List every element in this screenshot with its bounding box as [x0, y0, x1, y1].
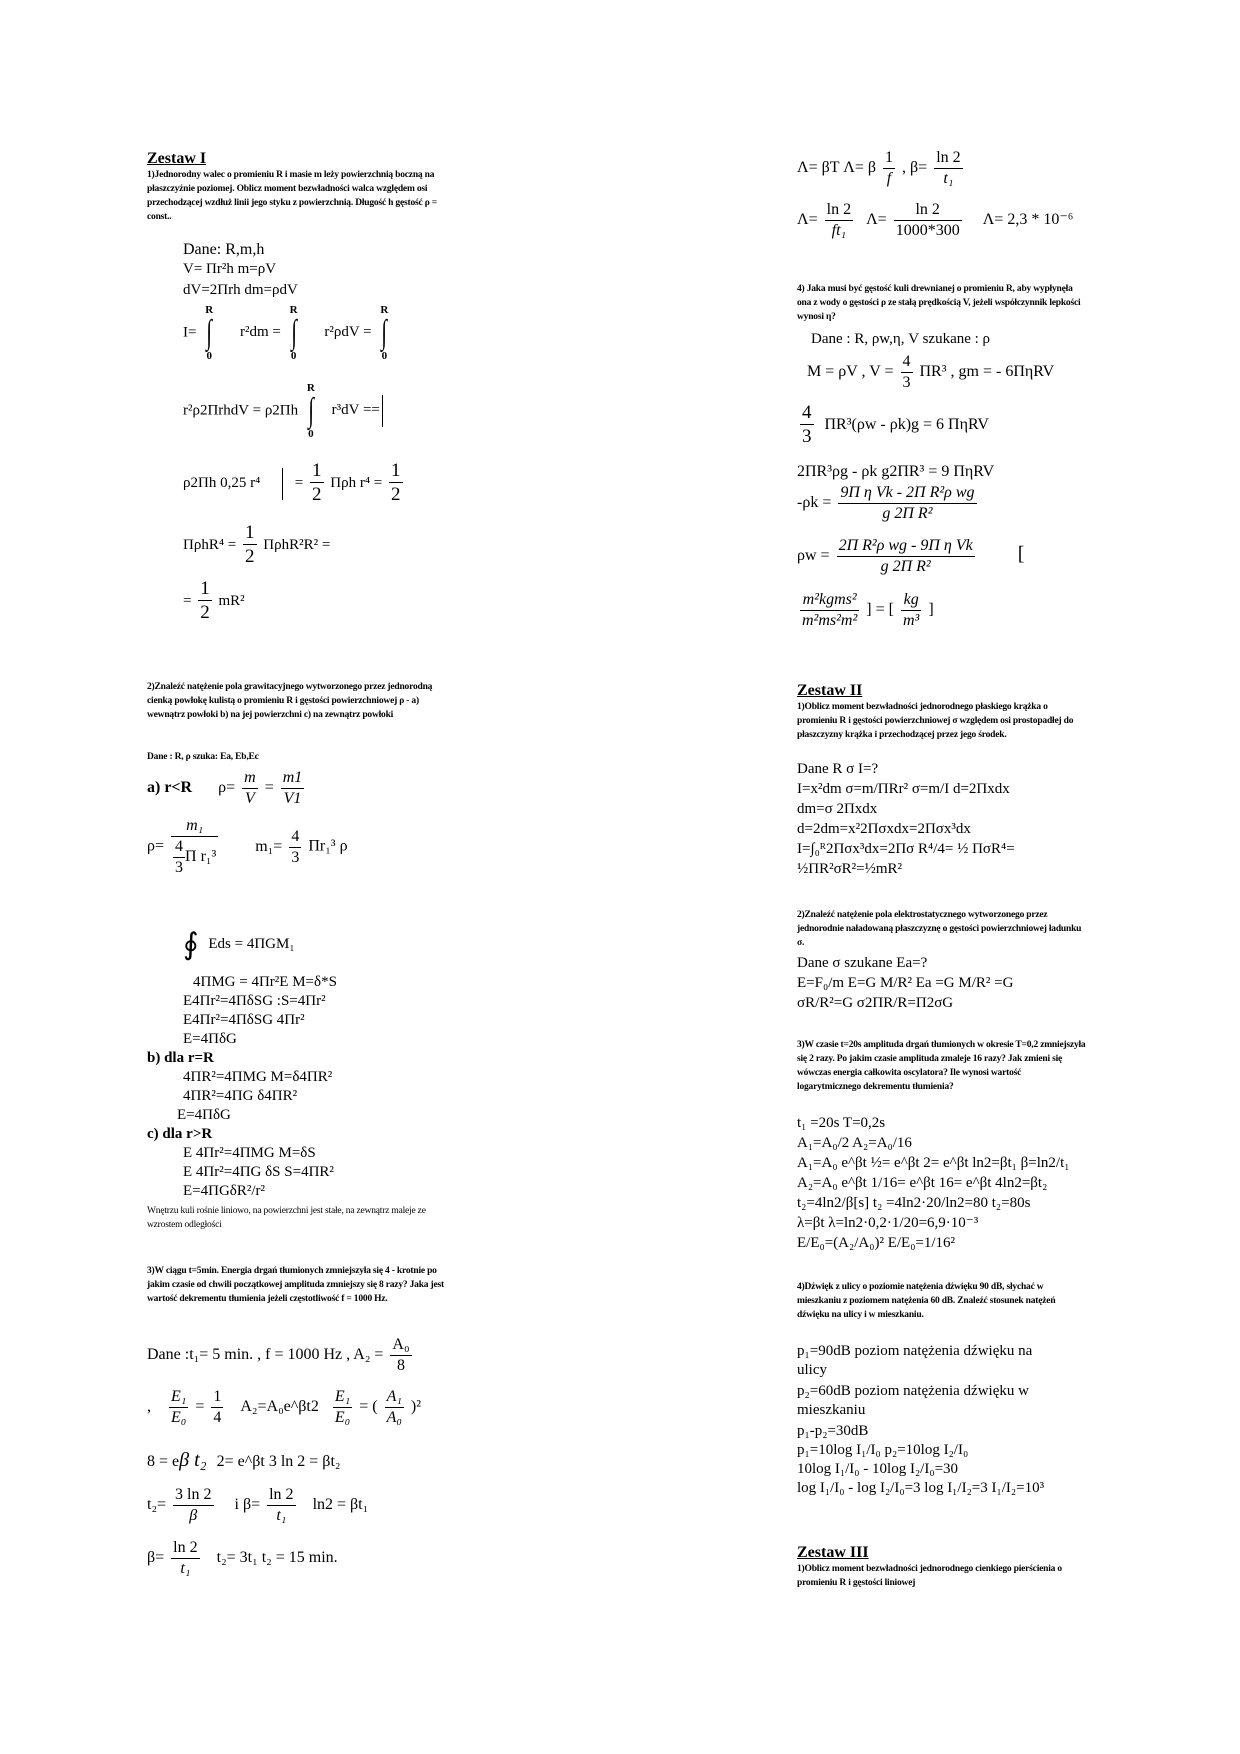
z2-t3-line4: A₂=A₀ e^βt 1/16= e^βt 16= e^βt 4ln2=βt₂	[797, 1175, 1048, 1191]
fraction-one-half: $\frac{1}{2}$	[245, 522, 255, 567]
z2-task-3-statement: 3)W czasie t=20s amplituda drgań tłumionych w okresie T=0,2 zmniejszyła się 2 razy. Po jakim czasie amplituda zmaleje 16 razy? Jak zmieni się wówczas energia całkowita oscylatora? Ile wynosi wartość logarytmicznego dekrementu tłumienia?	[797, 1040, 1086, 1092]
decrement-formula-2: Λ= $\frac{\ln 2}{\text{ft₁}}$ Λ= $\frac{\ln 2}{1000*300}$ Λ= 2,3 * 10⁻⁶	[797, 201, 1074, 239]
fraction-one-half: $\frac{1}{2}$	[391, 460, 401, 505]
task-1-statement: 1)Jednorodny walec o promieniu R i masie m leży powierzchnią boczną na płaszczyźnie poziomej. Oblicz moment bezwładności walca względem osi przechodzącej wzdłuż linii jego styku z powierzchnią. Długość h gęstość ρ = const..	[147, 170, 437, 222]
z2-t1-line4: d=2dm=x²2Πσxdx=2Πσx³dx	[797, 821, 971, 837]
formula-volume: V= Πr²h m=ρV	[183, 261, 277, 277]
integral-symbol: R ∫ 0	[380, 304, 389, 362]
formula-result-mR2: = $\frac{1}{2}$ mR²	[183, 578, 245, 623]
task-2-statement: 2)Znaleźć natężenie pola grawitacyjnego wytworzonego przez jednorodną cienką powłokę kulistą o promieniu R i gęstości powierzchniowej ρ - a) wewnątrz powłoki b) na jej powierzchni c) na zewnątrz powłoki	[147, 682, 433, 720]
gauss-law: ∮ Eds = 4ΠGM₁	[183, 928, 295, 962]
task-2-given: Dane : R, ρ szuka: Ea, Eb,Ec	[147, 752, 259, 762]
z2-t1-line3: dm=σ 2Πxdx	[797, 801, 878, 817]
z2-t3-line3: A₁=A₀ e^βt ½= e^βt 2= e^βt ln2=βt₁ β=ln2/t₁	[797, 1155, 1070, 1171]
formula-dv: dV=2Πrh dm=ρdV	[183, 282, 298, 298]
z2-t4-line6: log I₁/I₀ - log I₂/I₀=3 log I₁/I₂=3 I₁/I₂=10³	[797, 1480, 1045, 1496]
task-3-t2: t₂= $\frac{3 \ln 2}{\beta}$ i β= $\frac{\ln 2}{\text{t₁}}$ ln2 = βt₁	[147, 1486, 369, 1524]
task-3-beta: β= $\frac{\ln 2}{\text{t₁}}$ t₂= 3t₁ t₂ = 15 min.	[147, 1539, 338, 1577]
formula-c2: E 4Πr²=4ΠG δS S=4ΠR²	[183, 1164, 334, 1180]
z2-t1-line6: ½ΠR²σR²=½mR²	[797, 861, 903, 877]
task-4-balance: $\frac{4}{3}$ ΠR³(ρw - ρk)g = 6 ΠηRV	[802, 402, 989, 447]
formula-b3: E=4ΠδG	[177, 1107, 231, 1123]
integral-symbol: R ∫ 0	[205, 304, 214, 362]
decrement-formula-1: Λ= βT Λ= β $\frac{1}{f}$ , β= $\frac{\ln 2}{\text{t₁}}$	[797, 149, 961, 187]
formula-g3: E4Πr²=4ΠδSG 4Πr²	[183, 1012, 305, 1028]
task-4-mass: M = ρV , V = $\frac{4}{3}$ ΠR³ , gm = - 6ΠηRV	[807, 353, 1055, 391]
task-3-given: Dane :t₁= 5 min. , f = 1000 Hz , A₂ = $\frac{\text{A₀}}{8}$	[147, 1336, 410, 1374]
formula-integral-I: I= R ∫ 0 r²dm = R ∫ 0 r²ρdV = R ∫ 0	[183, 304, 653, 362]
formula-g2: E4Πr²=4ΠδSG :S=4Πr²	[183, 993, 326, 1009]
z2-t1-line5: I=∫₀ᴿ2Πσx³dx=2Πσ R⁴/4= ½ ΠσR⁴=	[797, 841, 1015, 857]
given-values: Dane: R,m,h	[183, 241, 265, 258]
task-4-given: Dane : R, ρw,η, V szukane : ρ	[811, 331, 991, 347]
formula-g4: E=4ΠδG	[183, 1031, 237, 1047]
section-title-zestaw-3: Zestaw III	[797, 1544, 869, 1561]
z2-t4-line4: p₁=10log I₁/I₀ p₂=10log I₂/I₀	[797, 1442, 969, 1458]
formula-r2-integral: r²ρ2ΠrhdV = ρ2Πh R ∫ 0 r³dV ==	[183, 382, 653, 440]
formula-b2: 4ΠR²=4ΠG δ4ΠR²	[183, 1088, 298, 1104]
z2-t1-line1: Dane R σ I=?	[797, 761, 879, 777]
case-a-density: ρ= m₁ $\frac{4}{3}$ Π r₁³ m₁= $\frac{4}{3}$ Πr₁³ ρ	[147, 817, 348, 876]
z3-task-1-statement: 1)Oblicz moment bezwładności jednorodnego cienkiego pierścienia o promieniu R i gęstości liniowej	[797, 1564, 1062, 1588]
z2-t3-line2: A₁=A₀/2 A₂=A₀/16	[797, 1135, 912, 1151]
formula-rho-quarter: ρ2Πh 0,25 r⁴ = $\frac{1}{2}$ Πρh r⁴ = $\frac{1}{2}$	[183, 460, 401, 505]
z2-t4-line1: p₁=90dB poziom natężenia dźwięku na ulicy	[797, 1343, 1033, 1378]
fraction-one-half: $\frac{1}{2}$	[200, 578, 210, 623]
case-c-heading: c) dla r>R	[147, 1126, 213, 1142]
formula-c1: E 4Πr²=4ΠMG M=δS	[183, 1145, 316, 1161]
z2-t2-line1: Dane σ szukane Ea=?	[797, 955, 928, 971]
formula-pirhoR4: ΠρhR⁴ = $\frac{1}{2}$ ΠρhR²R² =	[183, 522, 331, 567]
z2-t3-line6: λ=βt λ=ln2·0,2·1/20=6,9·10⁻³	[797, 1215, 979, 1231]
z2-t4-line5: 10log I₁/I₀ - 10log I₂/I₀=30	[797, 1461, 959, 1477]
z2-t3-line5: t₂=4ln2/β[s] t₂ =4ln2·20/ln2=80 t₂=80s	[797, 1195, 1031, 1211]
task-3-energy-ratio: , $\frac{\text{E₁}}{\text{E₀}}$ = $\frac{1}{4}$ A₂=A₀e^βt2 $\frac{\text{E₁}}{\text{E₀}}$ = ( $\frac{\text{A₁}}{\text{A₀}}$ )²	[147, 1388, 422, 1426]
case-a-formula: a) r<R ρ= $\frac{m}{V}$ = $\frac{m1}{V1}$	[147, 769, 303, 807]
z2-task-2-statement: 2)Znaleźć natężenie pola elektrostatycznego wytworzonego przez jednorodnie naładowaną płaszczyznę o gęstości powierzchniowej ładunku σ.	[797, 910, 1082, 948]
integral-symbol: R ∫ 0	[306, 382, 315, 440]
z2-t3-line1: t₁ =20s T=0,2s	[797, 1115, 886, 1131]
task-4-line3: 2ΠR³ρg - ρk g2ΠR³ = 9 ΠηRV	[797, 463, 995, 480]
task-4-units: $\frac{\text{m²kgms²}}{\text{m²ms²m²}}$ ] = [ $\frac{kg}{\text{m³}}$ ]	[802, 591, 934, 629]
task-3-exponential: 8 = eβ t₂ 2= e^βt 3 ln 2 = βt₂	[147, 1449, 341, 1471]
formula-g1: 4ΠMG = 4Πr²E M=δ*S	[193, 974, 337, 990]
task-4-rho-k: -ρk = $\frac{\text{9Π η Vk - 2Π R²ρ wg}}{\text{g 2Π R²}}$	[797, 484, 975, 522]
z2-t2-line2: E=F₀/m E=G M/R² Ea =G M/R² =G	[797, 975, 1014, 991]
task-4-rho-w: ρw = $\frac{\text{2Π R²ρ wg - 9Π η Vk}}{\text{g 2Π R²}}$ [	[797, 537, 1025, 575]
task-3-statement: 3)W ciągu t=5min. Energia drgań tłumionych zmniejszyła się 4 - krotnie po jakim czasie od chwili początkowej amplituda zmniejszy się 8 razy? Jaka jest wartość dekrementu tłumienia jeżeli częstotliwość f = 1000 Hz.	[147, 1266, 444, 1304]
formula-c3: E=4ΠGδR²/r²	[183, 1183, 266, 1199]
z2-t2-line3: σR/R²=G σ2ΠR/R=Π2σG	[797, 995, 954, 1011]
task-4-statement: 4) Jaka musi być gęstość kuli drewnianej o promieniu R, aby wypłynęła ona z wody o gęstości ρ ze stałą prędkością V, jeżeli współczynnik lepkości wynosi η?	[797, 284, 1081, 322]
section-title-zestaw-2: Zestaw II	[797, 682, 863, 699]
z2-task-4-statement: 4)Dźwięk z ulicy o poziomie natężenia dźwięku 90 dB, słychać w mieszkaniu z poziomem natężenia 60 dB. Znaleźć stosunek natężeń dźwięku na ulicy i w mieszkaniu.	[797, 1282, 1056, 1320]
z2-t3-line7: E/E₀=(A₂/A₀)² E/E₀=1/16²	[797, 1235, 956, 1251]
contour-integral-icon: ∮	[183, 928, 199, 962]
section-title-zestaw-1: Zestaw I	[147, 150, 207, 167]
fraction-one-half: $\frac{1}{2}$	[312, 460, 322, 505]
case-b-heading: b) dla r=R	[147, 1050, 214, 1066]
integral-symbol: R ∫ 0	[289, 304, 298, 362]
z2-task-1-statement: 1)Oblicz moment bezwładności jednorodnego płaskiego krążka o promieniu R i gęstości powierzchniowej σ względem osi prostopadłej do płaszczyzny krążka i przechodzącej przez jego środek.	[797, 702, 1074, 740]
z2-t4-line2: p₂=60dB poziom natężenia dźwięku w mieszkaniu	[797, 1383, 1029, 1418]
case-summary-note: Wnętrzu kuli rośnie liniowo, na powierzchni jest stałe, na zewnątrz maleje ze wzrostem odległości	[147, 1206, 426, 1230]
formula-b1: 4ΠR²=4ΠMG M=δ4ΠR²	[183, 1069, 333, 1085]
z2-t1-line2: I=x²dm σ=m/ΠRr² σ=m/I d=2Πxdx	[797, 781, 1010, 797]
z2-t4-line3: p₁-p₂=30dB	[797, 1423, 869, 1439]
